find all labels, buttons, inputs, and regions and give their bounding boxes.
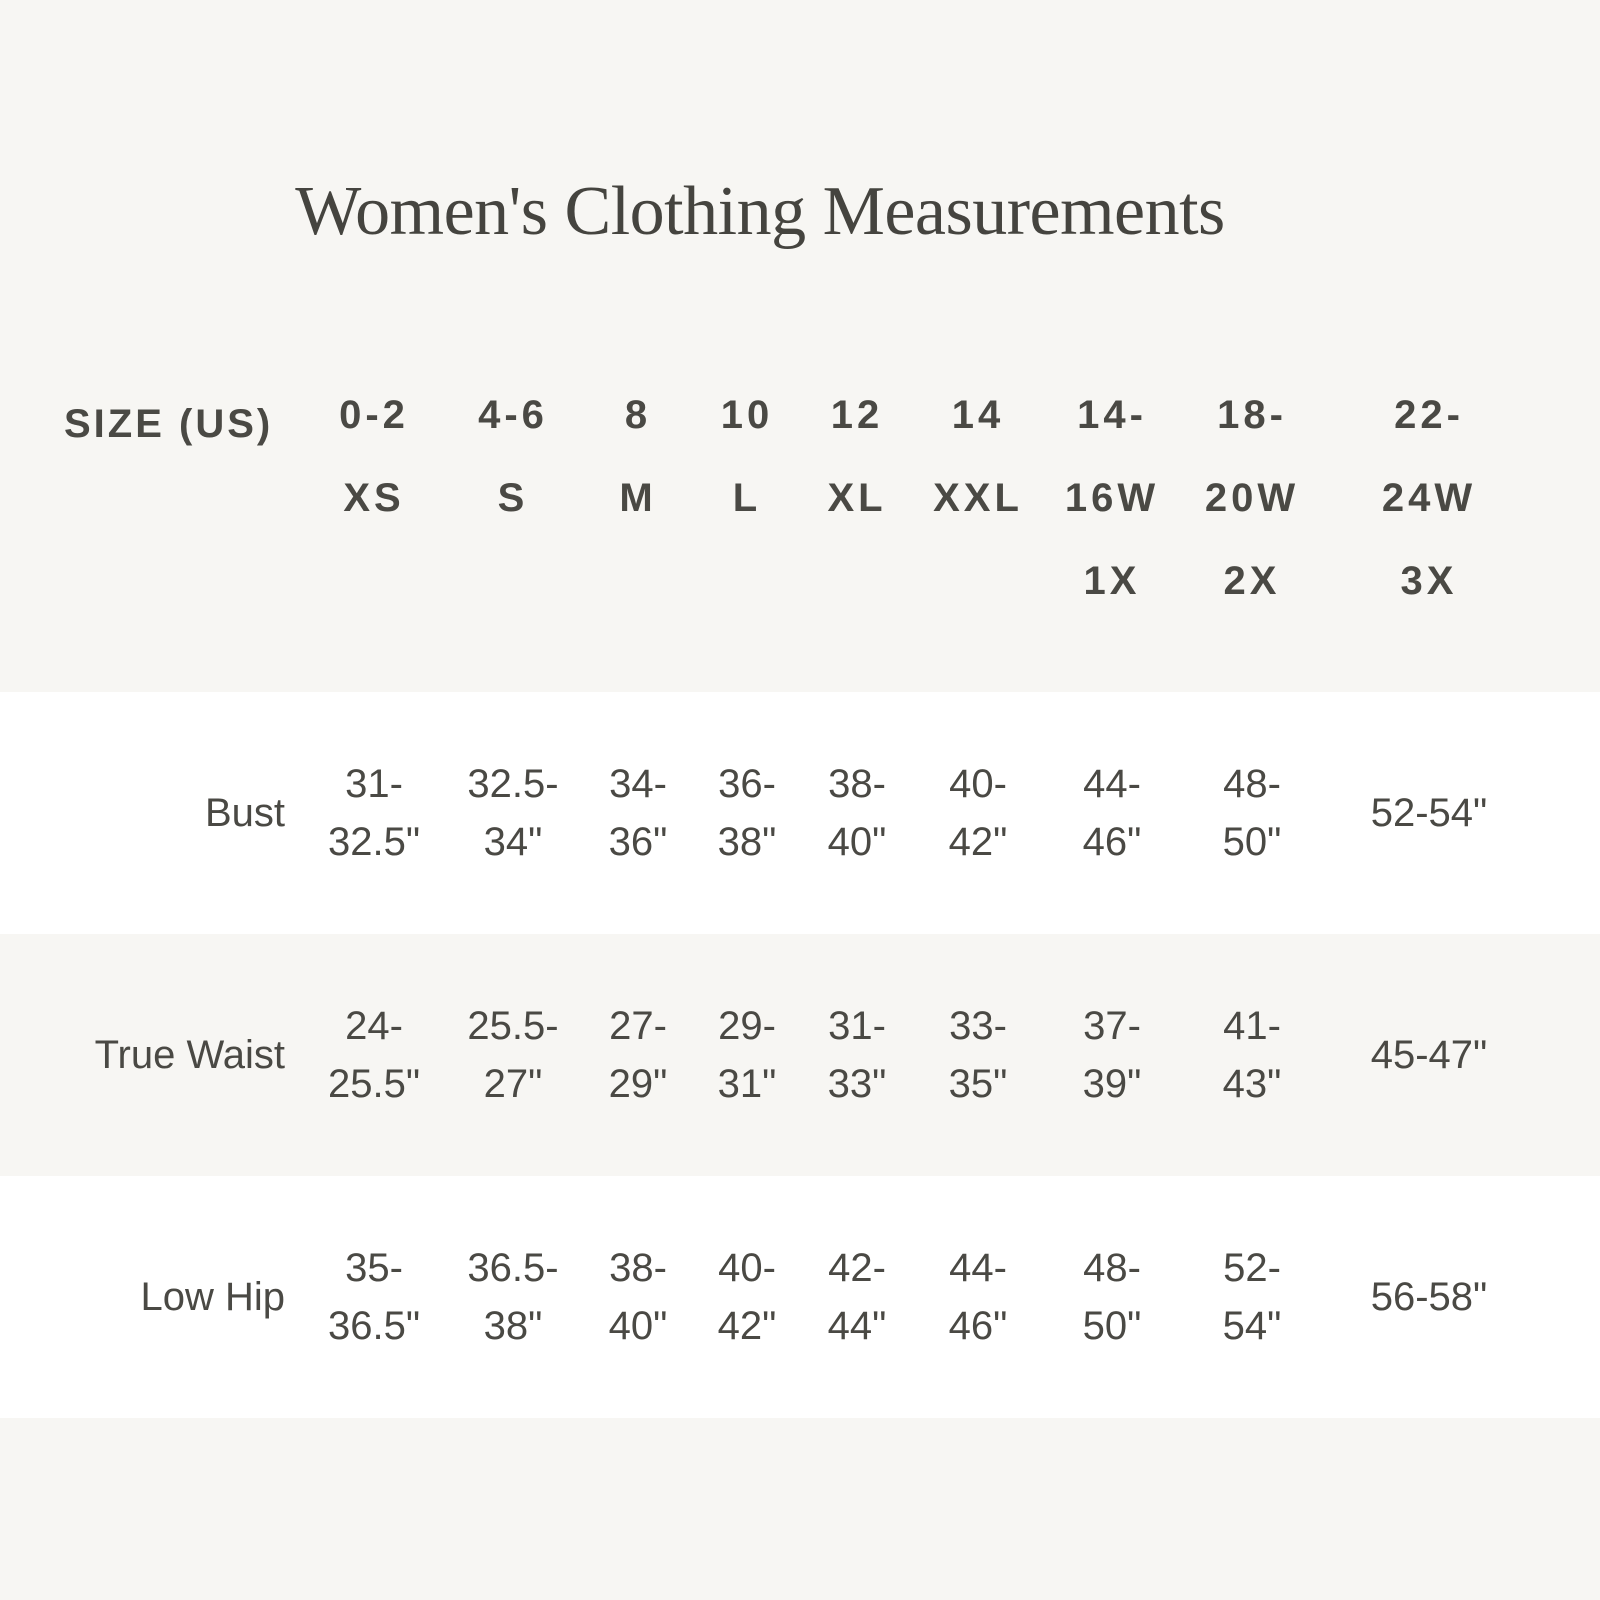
measurement-cell-line: 40- [949,762,1007,806]
measurement-cell-line: 38- [828,762,886,806]
measurement-cell [328,934,420,1176]
measurement-cell [718,934,777,1176]
size-header-line: 12 [830,393,884,437]
measurement-cell [949,692,1008,934]
size-header-line: 8 [624,393,652,437]
measurement-cell [1371,692,1488,934]
measurement-cell-line: 41- [1223,1004,1281,1048]
page-title: Women's Clothing Measurements [295,173,1225,250]
measurement-cell-line: 50" [1082,1304,1142,1348]
measurement-cell-line: 40" [608,1304,668,1348]
size-header-line: 1X [1083,559,1141,603]
measurement-cell-line: 36" [608,820,668,864]
measurement-cell-line: 33- [949,1004,1007,1048]
measurement-cell [828,692,887,934]
measurement-cell [828,1176,887,1418]
row-label: Low Hip [140,1275,285,1319]
measurement-cell [609,934,668,1176]
measurement-cell [718,692,777,934]
measurement-row-low-hip [0,1176,1600,1418]
measurement-cell-line: 52-54" [1370,791,1488,835]
measurement-cell-line: 32.5" [327,820,421,864]
measurement-cell-line: 38- [609,1246,667,1290]
measurement-cell [1371,934,1488,1176]
size-column-header [721,384,774,550]
measurement-cell-line: 27" [483,1062,543,1106]
measurement-cell-line: 31" [717,1062,777,1106]
size-column-header [619,384,656,550]
measurement-cell-line: 34- [609,762,667,806]
measurement-cell-line: 46" [948,1304,1008,1348]
size-column-header [339,384,409,550]
measurement-cell-line: 48- [1083,1246,1141,1290]
size-header-line: 18- [1217,393,1287,437]
measurement-cell [609,692,668,934]
measurement-cell [467,934,558,1176]
size-header-line: 3X [1400,559,1458,603]
size-header-line: XS [343,476,405,520]
measurement-cell-line: 48- [1223,762,1281,806]
measurement-cell [467,1176,558,1418]
size-column-header [1065,384,1159,633]
measurement-cell [1371,1176,1488,1418]
measurement-row-bust [0,692,1600,934]
measurement-cell [467,692,558,934]
measurement-cell-line: 38" [717,820,777,864]
measurement-cell-line: 34" [483,820,543,864]
measurement-cell-line: 42" [948,820,1008,864]
measurement-cell-line: 35- [345,1246,403,1290]
measurement-cell [949,934,1008,1176]
size-header-line: L [732,476,762,520]
row-label: Bust [204,791,285,835]
size-header-line: 14- [1077,393,1147,437]
size-header-line: 16W [1064,476,1160,520]
measurement-cell [1223,1176,1282,1418]
measurement-cell-line: 37- [1083,1004,1141,1048]
size-header-line: M [619,476,657,520]
measurement-cell-line: 46" [1082,820,1142,864]
size-header-row [0,384,1600,644]
measurement-cell-line: 44" [827,1304,887,1348]
measurement-cell [1083,934,1142,1176]
size-header-line: 4-6 [478,393,548,437]
measurement-cell-line: 36- [718,762,776,806]
measurement-cell-line: 25.5" [327,1062,421,1106]
measurement-cell [609,1176,668,1418]
size-column-header [1205,384,1299,633]
measurement-cell-line: 42" [717,1304,777,1348]
measurement-cell-line: 29- [718,1004,776,1048]
measurement-cell-line: 33" [827,1062,887,1106]
measurement-cell-line: 32.5- [467,762,559,806]
measurement-cell-line: 40" [827,820,887,864]
size-header-line: 20W [1204,476,1300,520]
measurement-cell-line: 36.5" [327,1304,421,1348]
measurement-cell [1083,1176,1142,1418]
size-header-line: XXL [933,476,1023,520]
measurement-cell [949,1176,1008,1418]
size-header-line: 24W [1381,476,1477,520]
size-header-line: 0-2 [339,393,409,437]
measurement-cell [1083,692,1142,934]
measurement-cell-line: 38" [483,1304,543,1348]
measurement-cell-line: 52- [1223,1246,1281,1290]
size-column-header [1382,384,1476,633]
measurement-cell-line: 54" [1222,1304,1282,1348]
measurement-cell [328,692,420,934]
size-column-header [827,384,886,550]
measurement-cell-line: 56-58" [1370,1275,1488,1319]
measurement-cell [1223,692,1282,934]
measurement-cell-line: 50" [1222,820,1282,864]
measurement-cell-line: 25.5- [467,1004,559,1048]
size-header-line: 2X [1223,559,1281,603]
measurement-cell-line: 43" [1222,1062,1282,1106]
row-label: True Waist [94,1033,285,1077]
measurement-cell-line: 31- [345,762,403,806]
measurement-cell [828,934,887,1176]
measurement-cell [328,1176,420,1418]
size-column-header [478,384,548,550]
measurement-cell-line: 42- [828,1246,886,1290]
size-header-line: S [497,476,529,520]
measurement-cell-line: 44- [949,1246,1007,1290]
measurement-cell-line: 29" [608,1062,668,1106]
size-header-line: XL [827,476,887,520]
measurement-row-true-waist [0,934,1600,1176]
size-header-line: 22- [1394,393,1464,437]
measurement-cell-line: 44- [1083,762,1141,806]
measurement-cell-line: 31- [828,1004,886,1048]
measurement-cell-line: 40- [718,1246,776,1290]
measurement-cell [718,1176,777,1418]
measurement-cell-line: 36.5- [467,1246,559,1290]
size-column-header [933,384,1023,550]
size-header-line: 10 [720,393,774,437]
measurement-cell-line: 27- [609,1004,667,1048]
measurement-cell [1223,934,1282,1176]
measurement-cell-line: 39" [1082,1062,1142,1106]
measurement-cell-line: 35" [948,1062,1008,1106]
measurement-cell-line: 24- [345,1004,403,1048]
size-header-label: SIZE (US) [64,402,274,446]
measurement-cell-line: 45-47" [1370,1033,1488,1077]
size-header-line: 14 [951,393,1005,437]
